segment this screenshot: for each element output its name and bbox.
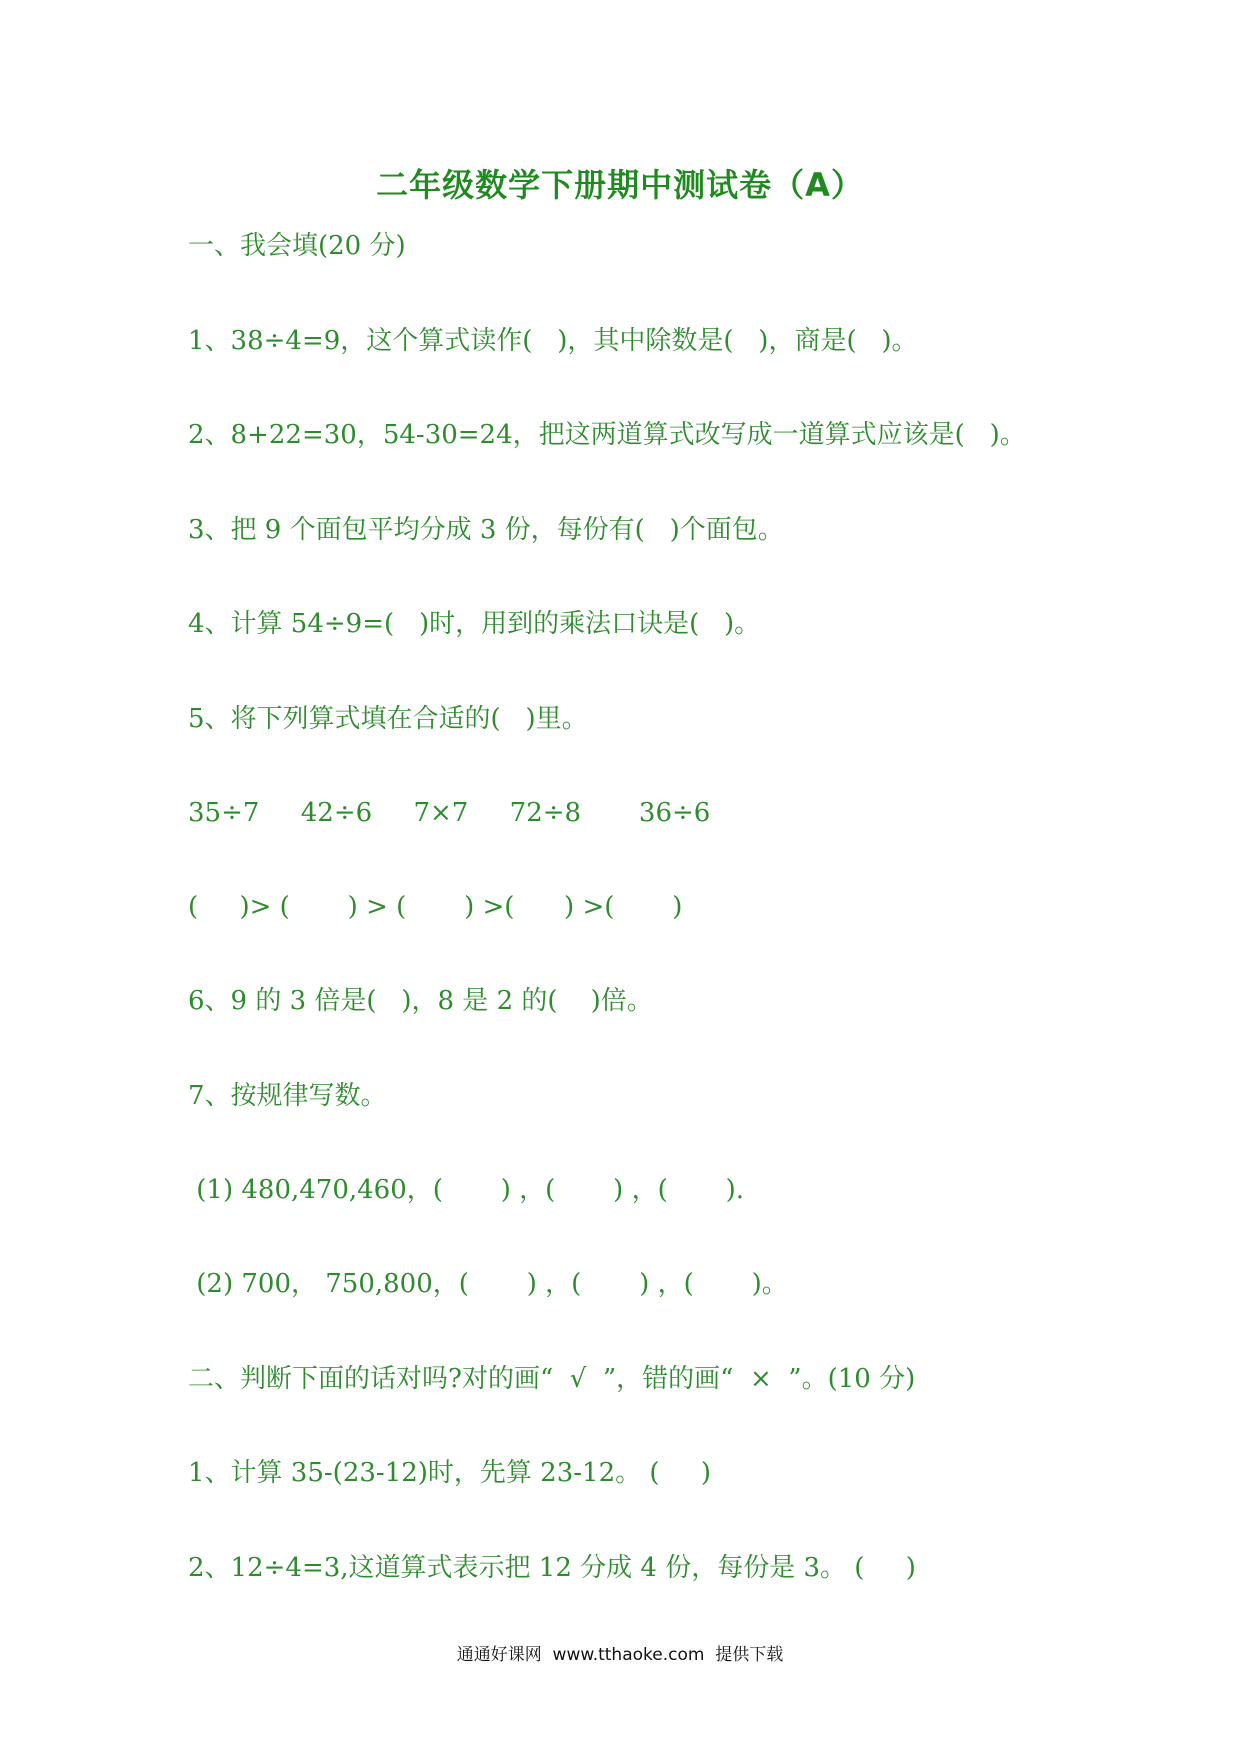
question-1-6: 6、9 的 3 倍是( )，8 是 2 的( )倍。: [188, 986, 653, 1016]
section-1-heading: 一、我会填(20 分): [188, 231, 406, 261]
question-1-5-expressions: 35÷7 42÷6 7×7 72÷8 36÷6: [188, 798, 711, 828]
question-2-1: 1、计算 35-(23-12)时，先算 23-12。 ( ): [188, 1458, 712, 1488]
question-1-7: 7、按规律写数。: [188, 1081, 387, 1111]
footer-source: 通通好课网 www.tthaoke.com 提供下载: [456, 1645, 784, 1665]
question-1-2: 2、8+22=30，54-30=24，把这两道算式改写成一道算式应该是( )。: [188, 420, 1026, 450]
question-1-4: 4、计算 54÷9=( )时，用到的乘法口诀是( )。: [188, 609, 761, 639]
question-1-3: 3、把 9 个面包平均分成 3 份，每份有( )个面包。: [188, 515, 784, 545]
question-1-5-blanks: ( )> ( ) > ( ) >( ) >( ): [188, 892, 683, 922]
question-1-5: 5、将下列算式填在合适的( )里。: [188, 704, 588, 734]
question-1-7-part-2: (2) 700， 750,800，( ) ，( ) ，( )。: [188, 1269, 788, 1299]
question-1-7-part-1: (1) 480,470,460，( ) ，( ) ，( ).: [188, 1175, 744, 1205]
section-2-heading: 二、判断下面的话对吗?对的画“ √ ”，错的画“ × ”。(10 分): [188, 1364, 916, 1394]
question-1-1: 1、38÷4=9，这个算式读作( )，其中除数是( )，商是( )。: [188, 326, 918, 356]
page-title: 二年级数学下册期中测试卷（A）: [376, 166, 864, 204]
question-2-2: 2、12÷4=3,这道算式表示把 12 分成 4 份，每份是 3。 ( ): [188, 1553, 916, 1583]
